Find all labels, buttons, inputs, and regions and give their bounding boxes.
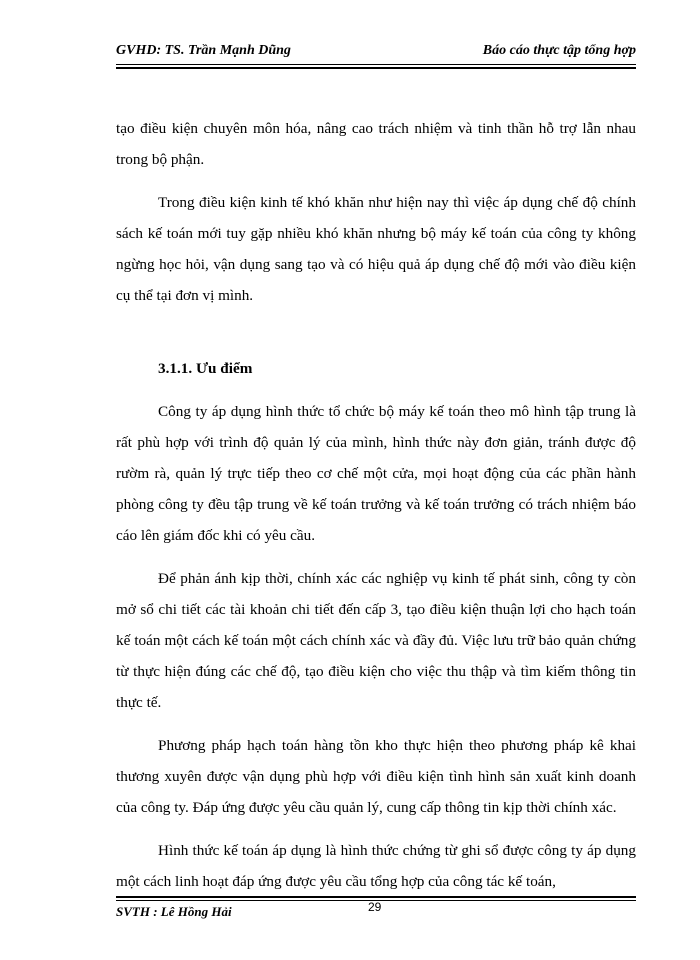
header-rule-bottom bbox=[116, 67, 636, 69]
paragraph-1: tạo điều kiện chuyên môn hóa, nâng cao trách nhiệm và tinh thần hỗ trợ lẫn nhau trong bộ phận. bbox=[116, 120, 636, 168]
header-rule-top bbox=[116, 64, 636, 65]
page-number: 29 bbox=[368, 900, 382, 914]
page-header bbox=[116, 43, 636, 63]
paragraph-5: Phương pháp hạch toán hàng tồn kho thực hiện theo phương pháp kê khai thương xuyên được vận dụng phù hợp với điều kiện tình hình sản xuất kinh doanh của công ty. Đáp ứng được yêu cầu quản lý, cung cấp thông tin kịp thời chính xác. bbox=[116, 737, 636, 816]
header-supervisor: GVHD: TS. Trần Mạnh Dũng bbox=[116, 43, 291, 58]
paragraph-6: Hình thức kế toán áp dụng là hình thức chứng từ ghi sổ được công ty áp dụng một cách linh hoạt đáp ứng được yêu cầu tổng hợp của công tác kế toán, bbox=[116, 842, 636, 890]
paragraph-3: Công ty áp dụng hình thức tổ chức bộ máy kế toán theo mô hình tập trung là rất phù hợp với trình độ quản lý của mình, hình thức này đơn giản, tránh được độ rườm rà, quản lý trực tiếp theo cơ chế một cửa, mọi hoạt động của các phần hành phòng công ty đều tập trung về kế toán trưởng và kế toán trưởng có trách nhiệm báo cáo lên giám đốc khi có yêu cầu. bbox=[116, 403, 636, 544]
header-report-title: Báo cáo thực tập tổng hợp bbox=[482, 43, 636, 58]
footer-student: SVTH : Lê Hồng Hải bbox=[116, 904, 232, 919]
paragraph-4: Để phản ánh kịp thời, chính xác các nghiệp vụ kinh tế phát sinh, công ty còn mở sổ chi tiết các tài khoản chi tiết đến cấp 3, tạo điều kiện thuận lợi cho hạch toán kế toán một cách kế toán một cách chính xác và đầy đủ. Việc lưu trữ bảo quản chứng từ thực hiện đúng các chế độ, tạo điều kiện cho việc thu thập và tìm kiếm thông tin thực tế. bbox=[116, 570, 636, 711]
paragraph-2: Trong điều kiện kinh tế khó khăn như hiện nay thì việc áp dụng chế độ chính sách kế toán mới tuy gặp nhiều khó khăn nhưng bộ máy kế toán của công ty không ngừng học hỏi, vận dụng sang tạo và có hiệu quả áp dụng chế độ mới vào điều kiện cụ thể tại đơn vị mình. bbox=[116, 194, 636, 304]
footer-rule-top bbox=[116, 896, 636, 898]
document-body bbox=[116, 113, 636, 897]
section-heading: 3.1.1. Ưu điểm bbox=[158, 360, 253, 377]
